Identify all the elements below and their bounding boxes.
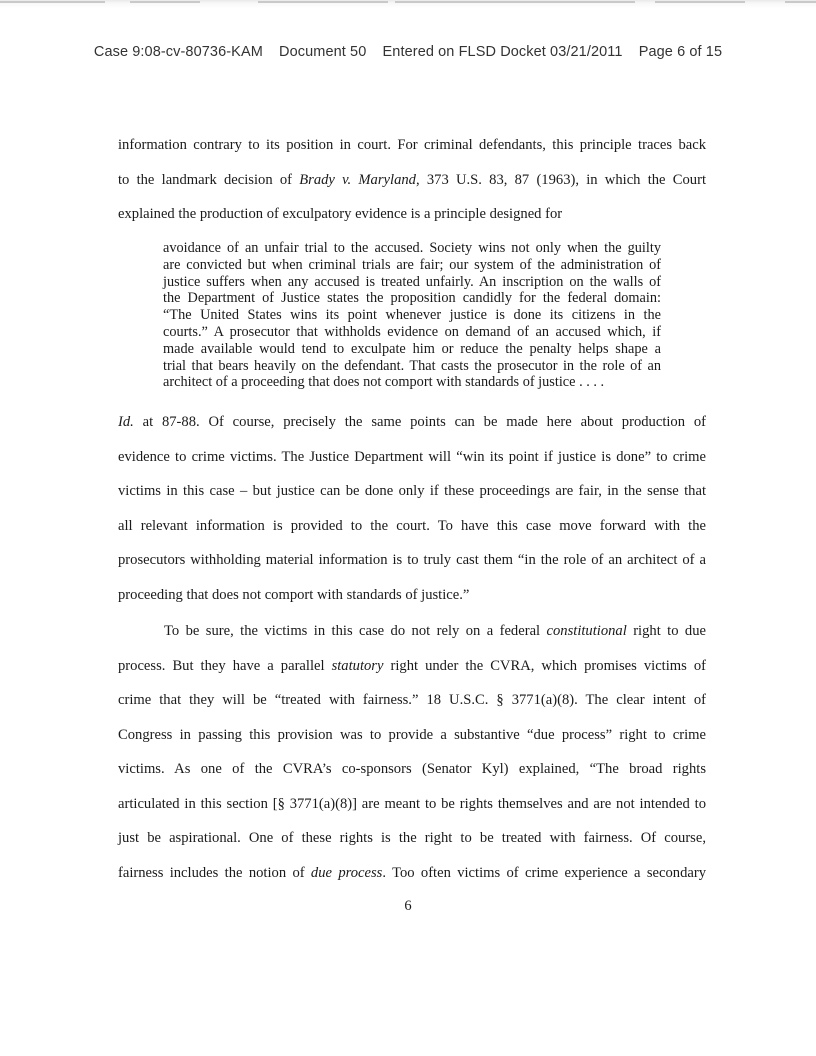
text-line: to the landmark decision of Brady v. Maryland, 373 U.S. 83, 87 (1963), in which the Court <box>118 171 707 188</box>
paragraph-3 <box>118 614 706 890</box>
text-line: crime that they will be “treated with fairness.” 18 U.S.C. § 3771(a)(8). The clear intent of <box>118 692 706 708</box>
quote-line: made available would tend to exculpate him or reduce the penalty helps shape a <box>163 340 661 357</box>
text-line: process. But they have a parallel statutory right under the CVRA, which promises victims of <box>118 657 706 674</box>
text-line: articulated in this section [§ 3771(a)(8)] are meant to be rights themselves and are not intended to <box>118 795 706 812</box>
text-line: explained the production of exculpatory evidence is a principle designed for <box>118 206 563 222</box>
quote-line: are convicted but when criminal trials are fair; our system of the administration of <box>163 256 661 273</box>
quote-line: courts.” A prosecutor that withholds evidence on demand of an accused which, if <box>163 323 661 340</box>
text-line: fairness includes the notion of due process. Too often victims of crime experience a secondary <box>118 864 706 881</box>
text-line: just be aspirational. One of these rights is the right to be treated with fairness. Of course, <box>118 830 706 846</box>
block-quote <box>163 240 661 391</box>
scan-artifact <box>395 1 635 3</box>
text-line: victims in this case – but justice can be done only if these proceedings are fair, in the sense that <box>118 483 706 499</box>
text-line: prosecutors withholding material information is to truly cast them “in the role of an architect of a <box>118 552 706 568</box>
emphasis: constitutional <box>546 623 627 639</box>
paragraph-1 <box>118 128 706 232</box>
text-line: Id. at 87-88. Of course, precisely the same points can be made here about production of <box>118 414 706 430</box>
page-indicator: Page 6 of 15 <box>638 44 723 60</box>
quote-line: avoidance of an unfair trial to the accused. Society wins not only when the guilty <box>163 240 661 256</box>
scan-artifact <box>0 1 105 3</box>
document-number: Document 50 <box>279 44 367 60</box>
page-number: 6 <box>404 898 412 914</box>
text-line: proceeding that does not comport with standards of justice.” <box>118 586 470 603</box>
paragraph-2 <box>118 405 706 612</box>
quote-line: the Department of Justice states the proposition candidly for the federal domain: <box>163 290 661 307</box>
quote-line: justice suffers when any accused is treated unfairly. An inscription on the walls of <box>163 273 661 290</box>
quote-line: architect of a proceeding that does not comport with standards of justice . . . . <box>163 374 605 391</box>
case-citation: Brady v. Maryland <box>299 171 416 188</box>
text-line: evidence to crime victims. The Justice Department will “win its point if justice is done” to crime <box>118 448 706 465</box>
scan-artifact <box>258 1 388 3</box>
text-line: To be sure, the victims in this case do not rely on a federal constitutional right to due <box>164 623 706 639</box>
text-line: information contrary to its position in court. For criminal defendants, this principle traces back <box>118 137 706 153</box>
quote-line: trial that bears heavily on the defendant. That casts the prosecutor in the role of an <box>163 357 661 374</box>
scan-artifact <box>130 1 200 3</box>
case-number: Case 9:08-cv-80736-KAM <box>93 44 263 60</box>
scan-artifact <box>655 1 745 3</box>
scan-artifact <box>785 1 816 3</box>
id-citation: Id. <box>118 414 134 430</box>
text-line: all relevant information is provided to the court. To have this case move forward with the <box>118 517 706 534</box>
emphasis: statutory <box>331 657 384 674</box>
text-line: victims. As one of the CVRA’s co-sponsors (Senator Kyl) explained, “The broad rights <box>118 761 706 777</box>
quote-line: “The United States wins its point whenever justice is done its citizens in the <box>163 307 661 324</box>
emphasis: due process <box>310 864 383 881</box>
docket-header <box>0 44 816 60</box>
text-line: Congress in passing this provision was to provide a substantive “due process” right to crime <box>118 726 706 743</box>
docket-entry: Entered on FLSD Docket 03/21/2011 <box>382 44 623 60</box>
